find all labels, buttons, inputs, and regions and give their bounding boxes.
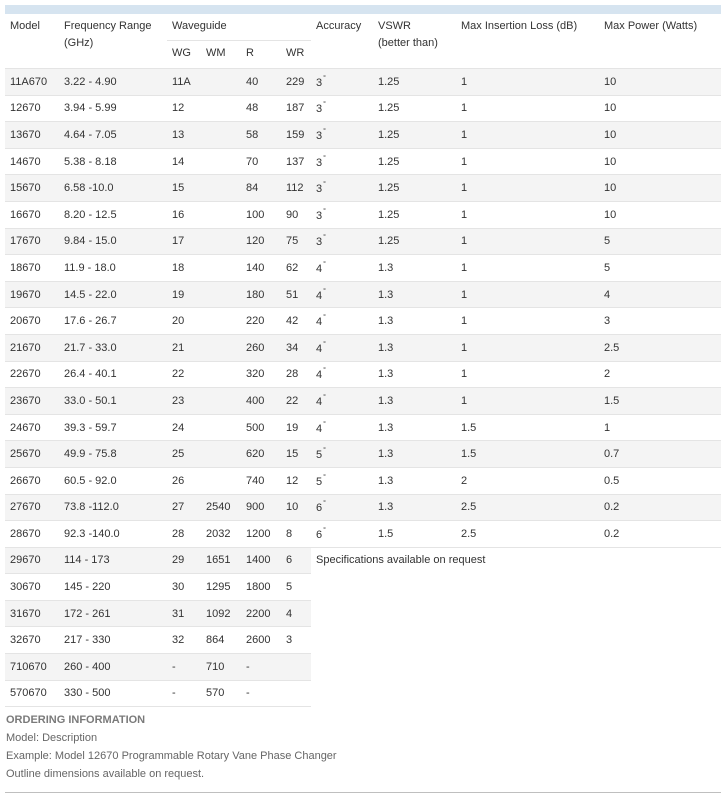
table-row — [5, 69, 721, 96]
cell-freq: 92.3 -140.0 — [59, 521, 167, 548]
cell-insertion-loss: 1 — [456, 255, 599, 282]
header-wg: WG — [167, 41, 201, 69]
cell-max-power: 0.7 — [599, 441, 721, 468]
cell-max-power: 10 — [599, 175, 721, 202]
degree-sign: ° — [323, 234, 326, 242]
cell-vswr: 1.3 — [373, 334, 456, 361]
cell-max-power: 0.2 — [599, 494, 721, 521]
cell-wr: 90 — [281, 201, 311, 228]
cell-max-power: 2 — [599, 361, 721, 388]
cell-accuracy: 6° — [311, 521, 373, 548]
cell-freq: 39.3 - 59.7 — [59, 414, 167, 441]
cell-r: 48 — [241, 95, 281, 122]
cell-freq: 330 - 500 — [59, 680, 167, 707]
cell-vswr: 1.25 — [373, 175, 456, 202]
bottom-divider — [5, 792, 721, 793]
cell-wr: 3 — [281, 627, 311, 654]
cell-wg: 20 — [167, 308, 201, 335]
cell-max-power: 10 — [599, 122, 721, 149]
cell-r: 320 — [241, 361, 281, 388]
cell-wg: 23 — [167, 388, 201, 415]
cell-model: 28670 — [5, 521, 59, 548]
cell-model: 16670 — [5, 201, 59, 228]
specifications-table — [5, 14, 721, 707]
cell-accuracy: 3° — [311, 175, 373, 202]
cell-model: 14670 — [5, 148, 59, 175]
cell-wg: 32 — [167, 627, 201, 654]
degree-sign: ° — [323, 393, 326, 401]
cell-wr: 10 — [281, 494, 311, 521]
cell-wg: - — [167, 680, 201, 707]
cell-wr: 15 — [281, 441, 311, 468]
cell-insertion-loss: 1 — [456, 361, 599, 388]
cell-model: 17670 — [5, 228, 59, 255]
cell-max-power: 3 — [599, 308, 721, 335]
cell-accuracy: 3° — [311, 122, 373, 149]
header-max-power: Max Power (Watts) — [599, 14, 721, 69]
header-waveguide: Waveguide — [167, 14, 311, 41]
cell-wm — [201, 281, 241, 308]
cell-wr: 5 — [281, 574, 311, 601]
cell-wm — [201, 361, 241, 388]
cell-freq: 17.6 - 26.7 — [59, 308, 167, 335]
header-vswr: VSWR (better than) — [373, 14, 456, 69]
cell-accuracy: 6° — [311, 494, 373, 521]
cell-wr: 8 — [281, 521, 311, 548]
cell-wg: 16 — [167, 201, 201, 228]
cell-max-power: 5 — [599, 255, 721, 282]
cell-freq: 26.4 - 40.1 — [59, 361, 167, 388]
cell-max-power: 10 — [599, 69, 721, 96]
cell-wg: - — [167, 654, 201, 681]
cell-max-power: 4 — [599, 281, 721, 308]
table-row — [5, 334, 721, 361]
cell-wg: 13 — [167, 122, 201, 149]
cell-vswr: 1.3 — [373, 388, 456, 415]
cell-wr: 12 — [281, 467, 311, 494]
cell-model: 24670 — [5, 414, 59, 441]
cell-wm: 864 — [201, 627, 241, 654]
table-row — [5, 388, 721, 415]
table-row — [5, 95, 721, 122]
degree-sign: ° — [323, 420, 326, 428]
specifications-on-request-note: Specifications available on request — [311, 547, 721, 707]
cell-wr: 34 — [281, 334, 311, 361]
cell-vswr: 1.3 — [373, 361, 456, 388]
cell-r: 40 — [241, 69, 281, 96]
cell-insertion-loss: 1 — [456, 388, 599, 415]
table-row — [5, 148, 721, 175]
cell-model: 710670 — [5, 654, 59, 681]
cell-wg: 29 — [167, 547, 201, 574]
cell-model: 11A670 — [5, 69, 59, 96]
cell-wg: 19 — [167, 281, 201, 308]
cell-freq: 5.38 - 8.18 — [59, 148, 167, 175]
cell-insertion-loss: 1 — [456, 175, 599, 202]
cell-vswr: 1.25 — [373, 122, 456, 149]
cell-wr — [281, 654, 311, 681]
degree-sign: ° — [323, 207, 326, 215]
cell-insertion-loss: 1 — [456, 69, 599, 96]
header-insertion-loss: Max Insertion Loss (dB) — [456, 14, 599, 69]
cell-wg: 14 — [167, 148, 201, 175]
cell-accuracy: 3° — [311, 201, 373, 228]
cell-model: 20670 — [5, 308, 59, 335]
cell-insertion-loss: 1 — [456, 95, 599, 122]
cell-wg: 27 — [167, 494, 201, 521]
cell-model: 21670 — [5, 334, 59, 361]
cell-accuracy: 3° — [311, 69, 373, 96]
cell-freq: 3.22 - 4.90 — [59, 69, 167, 96]
cell-accuracy: 5° — [311, 441, 373, 468]
cell-insertion-loss: 2.5 — [456, 494, 599, 521]
cell-r: 400 — [241, 388, 281, 415]
cell-wr: 51 — [281, 281, 311, 308]
cell-freq: 73.8 -112.0 — [59, 494, 167, 521]
cell-r: 260 — [241, 334, 281, 361]
cell-wm — [201, 175, 241, 202]
cell-r: 620 — [241, 441, 281, 468]
table-row — [5, 414, 721, 441]
cell-freq: 60.5 - 92.0 — [59, 467, 167, 494]
degree-sign: ° — [323, 154, 326, 162]
cell-r: 58 — [241, 122, 281, 149]
cell-r: 180 — [241, 281, 281, 308]
cell-wm — [201, 255, 241, 282]
cell-vswr: 1.25 — [373, 228, 456, 255]
cell-accuracy: 4° — [311, 308, 373, 335]
table-row — [5, 547, 721, 574]
cell-wr: 62 — [281, 255, 311, 282]
ordering-example: Example: Model 12670 Programmable Rotary Vane Phase Changer — [6, 750, 337, 762]
cell-wg: 24 — [167, 414, 201, 441]
table-row — [5, 494, 721, 521]
cell-insertion-loss: 1 — [456, 148, 599, 175]
table-row — [5, 122, 721, 149]
cell-wr: 112 — [281, 175, 311, 202]
cell-freq: 49.9 - 75.8 — [59, 441, 167, 468]
cell-model: 15670 — [5, 175, 59, 202]
cell-r: 220 — [241, 308, 281, 335]
cell-wm — [201, 308, 241, 335]
cell-accuracy: 4° — [311, 414, 373, 441]
table-row — [5, 228, 721, 255]
cell-vswr: 1.3 — [373, 467, 456, 494]
cell-insertion-loss: 1 — [456, 201, 599, 228]
table-row — [5, 201, 721, 228]
cell-freq: 21.7 - 33.0 — [59, 334, 167, 361]
cell-accuracy: 4° — [311, 388, 373, 415]
degree-sign: ° — [323, 287, 326, 295]
cell-freq: 4.64 - 7.05 — [59, 122, 167, 149]
cell-vswr: 1.5 — [373, 521, 456, 548]
cell-vswr: 1.3 — [373, 414, 456, 441]
cell-wg: 22 — [167, 361, 201, 388]
cell-r: 1200 — [241, 521, 281, 548]
cell-vswr: 1.25 — [373, 69, 456, 96]
cell-accuracy: 5° — [311, 467, 373, 494]
table-row — [5, 521, 721, 548]
cell-wg: 18 — [167, 255, 201, 282]
header-accuracy: Accuracy — [311, 14, 373, 69]
cell-wm — [201, 228, 241, 255]
cell-wm — [201, 388, 241, 415]
ordering-line: Model: Description — [6, 732, 98, 744]
cell-model: 27670 — [5, 494, 59, 521]
cell-freq: 9.84 - 15.0 — [59, 228, 167, 255]
table-row — [5, 361, 721, 388]
cell-model: 29670 — [5, 547, 59, 574]
cell-max-power: 2.5 — [599, 334, 721, 361]
cell-r: 1400 — [241, 547, 281, 574]
cell-insertion-loss: 1 — [456, 308, 599, 335]
degree-sign: ° — [323, 500, 326, 508]
cell-r: 100 — [241, 201, 281, 228]
cell-accuracy: 4° — [311, 255, 373, 282]
cell-wr: 6 — [281, 547, 311, 574]
degree-sign: ° — [323, 260, 326, 268]
cell-wr: 187 — [281, 95, 311, 122]
cell-freq: 3.94 - 5.99 — [59, 95, 167, 122]
cell-freq: 8.20 - 12.5 — [59, 201, 167, 228]
cell-vswr: 1.3 — [373, 255, 456, 282]
cell-freq: 11.9 - 18.0 — [59, 255, 167, 282]
degree-sign: ° — [323, 526, 326, 534]
cell-model: 25670 — [5, 441, 59, 468]
cell-accuracy: 3° — [311, 95, 373, 122]
cell-freq: 217 - 330 — [59, 627, 167, 654]
cell-wm: 2032 — [201, 521, 241, 548]
cell-accuracy: 3° — [311, 228, 373, 255]
cell-r: 500 — [241, 414, 281, 441]
ordering-heading: ORDERING INFORMATION — [6, 714, 146, 726]
cell-max-power: 10 — [599, 95, 721, 122]
cell-wr: 137 — [281, 148, 311, 175]
cell-insertion-loss: 1 — [456, 122, 599, 149]
cell-wr: 75 — [281, 228, 311, 255]
cell-wm — [201, 148, 241, 175]
cell-model: 31670 — [5, 600, 59, 627]
degree-sign: ° — [323, 447, 326, 455]
cell-accuracy: 3° — [311, 148, 373, 175]
cell-insertion-loss: 1 — [456, 334, 599, 361]
cell-wr: 19 — [281, 414, 311, 441]
cell-wg: 28 — [167, 521, 201, 548]
cell-wr: 159 — [281, 122, 311, 149]
cell-wm: 710 — [201, 654, 241, 681]
cell-accuracy: 4° — [311, 361, 373, 388]
cell-r: 1800 — [241, 574, 281, 601]
cell-max-power: 10 — [599, 148, 721, 175]
cell-wg: 21 — [167, 334, 201, 361]
cell-model: 30670 — [5, 574, 59, 601]
degree-sign: ° — [323, 74, 326, 82]
cell-wm — [201, 201, 241, 228]
degree-sign: ° — [323, 340, 326, 348]
ordering-information — [6, 711, 706, 783]
table-row — [5, 175, 721, 202]
cell-wg: 15 — [167, 175, 201, 202]
cell-wm — [201, 414, 241, 441]
cell-max-power: 5 — [599, 228, 721, 255]
cell-vswr: 1.25 — [373, 148, 456, 175]
cell-insertion-loss: 2.5 — [456, 521, 599, 548]
degree-sign: ° — [323, 473, 326, 481]
cell-max-power: 0.5 — [599, 467, 721, 494]
cell-wm — [201, 334, 241, 361]
cell-wg: 17 — [167, 228, 201, 255]
ordering-outline-note: Outline dimensions available on request. — [6, 768, 205, 780]
degree-sign: ° — [323, 181, 326, 189]
table-row — [5, 281, 721, 308]
cell-wr: 4 — [281, 600, 311, 627]
cell-insertion-loss: 1.5 — [456, 441, 599, 468]
cell-wm — [201, 441, 241, 468]
cell-wr: 42 — [281, 308, 311, 335]
degree-sign: ° — [323, 367, 326, 375]
cell-accuracy: 4° — [311, 334, 373, 361]
cell-max-power: 10 — [599, 201, 721, 228]
cell-freq: 114 - 173 — [59, 547, 167, 574]
cell-wm: 1092 — [201, 600, 241, 627]
cell-insertion-loss: 1 — [456, 281, 599, 308]
cell-r: 70 — [241, 148, 281, 175]
cell-wg: 26 — [167, 467, 201, 494]
cell-vswr: 1.3 — [373, 308, 456, 335]
cell-wm — [201, 467, 241, 494]
table-row — [5, 308, 721, 335]
cell-max-power: 1.5 — [599, 388, 721, 415]
cell-wr — [281, 680, 311, 707]
cell-wg: 31 — [167, 600, 201, 627]
cell-wr: 22 — [281, 388, 311, 415]
cell-freq: 14.5 - 22.0 — [59, 281, 167, 308]
cell-vswr: 1.3 — [373, 281, 456, 308]
header-model: Model — [5, 14, 59, 69]
degree-sign: ° — [323, 127, 326, 135]
cell-r: 2600 — [241, 627, 281, 654]
cell-model: 26670 — [5, 467, 59, 494]
cell-freq: 172 - 261 — [59, 600, 167, 627]
cell-freq: 33.0 - 50.1 — [59, 388, 167, 415]
table-row — [5, 255, 721, 282]
cell-freq: 6.58 -10.0 — [59, 175, 167, 202]
cell-wm — [201, 122, 241, 149]
header-r: R — [241, 41, 281, 69]
table-row — [5, 467, 721, 494]
table-row — [5, 441, 721, 468]
cell-wg: 11A — [167, 69, 201, 96]
header-frequency: Frequency Range (GHz) — [59, 14, 167, 69]
cell-wm: 1295 — [201, 574, 241, 601]
cell-r: 140 — [241, 255, 281, 282]
cell-wg: 12 — [167, 95, 201, 122]
cell-model: 23670 — [5, 388, 59, 415]
cell-r: - — [241, 654, 281, 681]
degree-sign: ° — [323, 314, 326, 322]
cell-r: 900 — [241, 494, 281, 521]
cell-r: 2200 — [241, 600, 281, 627]
degree-sign: ° — [323, 101, 326, 109]
cell-vswr: 1.3 — [373, 441, 456, 468]
cell-wm: 1651 — [201, 547, 241, 574]
header-wr: WR — [281, 41, 311, 69]
cell-insertion-loss: 1.5 — [456, 414, 599, 441]
header-wm: WM — [201, 41, 241, 69]
cell-r: 740 — [241, 467, 281, 494]
cell-r: 120 — [241, 228, 281, 255]
cell-wm — [201, 69, 241, 96]
cell-insertion-loss: 1 — [456, 228, 599, 255]
cell-model: 12670 — [5, 95, 59, 122]
cell-model: 19670 — [5, 281, 59, 308]
cell-model: 32670 — [5, 627, 59, 654]
cell-r: - — [241, 680, 281, 707]
cell-max-power: 0.2 — [599, 521, 721, 548]
cell-model: 22670 — [5, 361, 59, 388]
cell-wg: 25 — [167, 441, 201, 468]
cell-model: 13670 — [5, 122, 59, 149]
table-top-bar — [5, 5, 721, 14]
cell-model: 570670 — [5, 680, 59, 707]
cell-vswr: 1.25 — [373, 201, 456, 228]
cell-wr: 229 — [281, 69, 311, 96]
cell-freq: 145 - 220 — [59, 574, 167, 601]
cell-wr: 28 — [281, 361, 311, 388]
cell-vswr: 1.3 — [373, 494, 456, 521]
cell-vswr: 1.25 — [373, 95, 456, 122]
cell-wm: 2540 — [201, 494, 241, 521]
cell-insertion-loss: 2 — [456, 467, 599, 494]
cell-model: 18670 — [5, 255, 59, 282]
cell-freq: 260 - 400 — [59, 654, 167, 681]
cell-wm: 570 — [201, 680, 241, 707]
cell-max-power: 1 — [599, 414, 721, 441]
cell-accuracy: 4° — [311, 281, 373, 308]
cell-r: 84 — [241, 175, 281, 202]
cell-wg: 30 — [167, 574, 201, 601]
cell-wm — [201, 95, 241, 122]
